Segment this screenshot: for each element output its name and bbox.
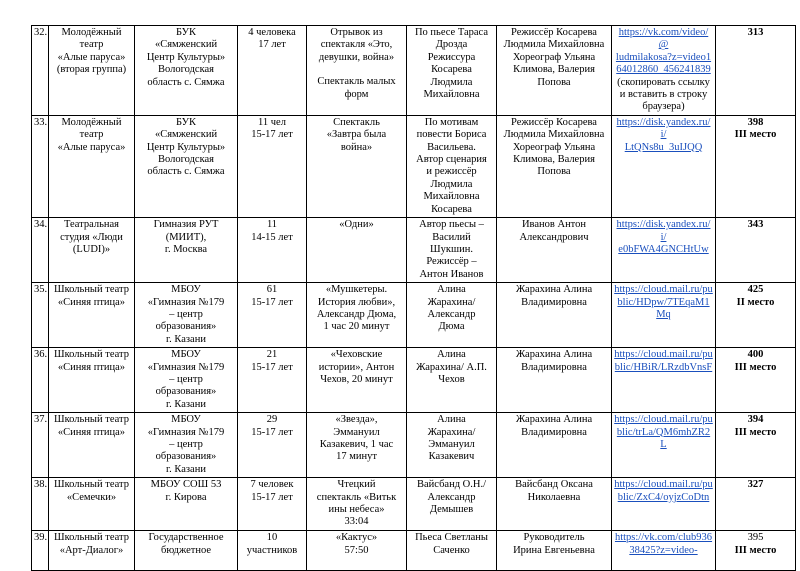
text-line: ludmilakosa?z=video1 bbox=[615, 51, 712, 63]
text-line: БУК bbox=[175, 116, 197, 128]
results-table bbox=[31, 25, 796, 571]
text-line: «Алые паруса» bbox=[57, 51, 126, 63]
text-line: Михайловна bbox=[423, 191, 480, 203]
video-link[interactable] bbox=[614, 414, 713, 451]
place-label: III место bbox=[734, 361, 777, 373]
place-label: III место bbox=[734, 544, 777, 556]
text-line: Антон Иванов bbox=[419, 268, 484, 280]
video-link[interactable] bbox=[614, 284, 713, 321]
organization bbox=[135, 531, 238, 571]
text-line: «Чеховские bbox=[330, 349, 383, 361]
row-number: 33. bbox=[32, 115, 49, 217]
video-link-cell bbox=[612, 115, 716, 217]
text-line: форм bbox=[344, 88, 369, 100]
text-line: 15-17 лет bbox=[251, 491, 293, 503]
text-line: LtQNs8u_3uIJQQ bbox=[624, 141, 703, 153]
text-line: Школьный театр bbox=[54, 284, 129, 296]
text-line: Саченко bbox=[433, 544, 470, 556]
text-line: (вторая группа) bbox=[56, 64, 127, 76]
text-line: Жарахина/ bbox=[427, 426, 476, 438]
author bbox=[407, 115, 497, 217]
text-line: бюджетное bbox=[160, 544, 212, 556]
text-line: Владимировна bbox=[521, 296, 587, 308]
text-line: Школьный театр bbox=[54, 532, 129, 544]
text-line: 33:04 bbox=[344, 516, 369, 528]
text-line: Государственное bbox=[148, 532, 224, 544]
text-line: «Мушкетеры. bbox=[325, 284, 388, 296]
row-number: 35. bbox=[32, 283, 49, 348]
director bbox=[497, 348, 612, 413]
text-line: девушки, война» bbox=[318, 51, 395, 63]
text-line: Климова, Валерия bbox=[513, 64, 595, 76]
participants-age bbox=[238, 115, 307, 217]
text-line: образования» bbox=[155, 451, 217, 463]
score-value: 327 bbox=[747, 479, 764, 491]
table-row bbox=[32, 348, 796, 413]
table-row bbox=[32, 478, 796, 531]
score-cell bbox=[716, 348, 796, 413]
text-line: Михайловна bbox=[423, 89, 480, 101]
text-line: Гимназия РУТ bbox=[153, 219, 219, 231]
text-line: МБОУ СОШ 53 bbox=[150, 479, 222, 491]
text-line: Спектакль bbox=[333, 116, 380, 128]
text-line: Чтецкий bbox=[337, 479, 376, 491]
score-cell bbox=[716, 478, 796, 531]
text-line: «Синяя птица» bbox=[57, 296, 126, 308]
director bbox=[497, 478, 612, 531]
video-link[interactable] bbox=[614, 27, 713, 77]
video-link-cell bbox=[612, 413, 716, 478]
text-line: Казакевич, 1 час bbox=[319, 439, 394, 450]
text-line: Режиссёр Косарева bbox=[511, 27, 597, 38]
text-line: Автор сценария bbox=[416, 154, 487, 166]
text-line: МБОУ bbox=[171, 414, 201, 426]
text-line: Пьеса Светланы bbox=[415, 532, 488, 544]
text-line: Вологодская bbox=[157, 64, 215, 76]
text-line: https://disk.yandex.ru/i/ bbox=[616, 219, 711, 243]
text-line: https://disk.yandex.ru/i/ bbox=[616, 116, 711, 141]
text-line: Хореограф Ульяна bbox=[512, 51, 596, 63]
text-line: «Алые паруса» bbox=[57, 141, 126, 153]
text-line: Шукшин. bbox=[430, 243, 473, 255]
text-line: https://cloud.mail.ru/pu bbox=[614, 479, 713, 491]
text-line: Эммануил bbox=[428, 439, 475, 450]
text-line: образования» bbox=[155, 321, 217, 333]
performance bbox=[307, 348, 407, 413]
score-value: 398 bbox=[747, 116, 764, 128]
organization bbox=[135, 478, 238, 531]
video-link-cell bbox=[612, 283, 716, 348]
score-value: 313 bbox=[747, 27, 764, 38]
text-line: Спектакль малых bbox=[317, 76, 396, 88]
score-value: 425 bbox=[747, 284, 764, 296]
director bbox=[497, 218, 612, 283]
row-number: 38. bbox=[32, 478, 49, 531]
text-line: Попова bbox=[537, 166, 571, 178]
author bbox=[407, 283, 497, 348]
text-line: 15-17 лет bbox=[251, 426, 293, 438]
text-line: Иванов Антон bbox=[521, 219, 587, 231]
text-line: Хореограф Ульяна bbox=[512, 141, 596, 153]
text-line: Чехов, 20 минут bbox=[320, 373, 393, 385]
text-line: война» bbox=[340, 141, 373, 153]
participants-age bbox=[238, 26, 307, 116]
text-line: «Синяя птица» bbox=[57, 361, 126, 373]
text-line: https://cloud.mail.ru/pu bbox=[614, 349, 713, 361]
text-line: Жарахина Алина bbox=[515, 349, 593, 361]
text-line: 11 bbox=[266, 219, 278, 231]
organization bbox=[135, 218, 238, 283]
text-line: Людмила bbox=[430, 76, 473, 88]
video-link[interactable] bbox=[614, 219, 713, 256]
text-line: Дюма bbox=[438, 321, 465, 333]
table-row bbox=[32, 115, 796, 217]
theatre-name bbox=[49, 115, 135, 217]
text-line: Вайсбанд Оксана bbox=[515, 479, 593, 491]
text-line: blic/HBiR/LRzdbVnsF bbox=[614, 361, 713, 373]
text-line: браузера) bbox=[642, 101, 685, 113]
text-line: Александрович bbox=[519, 231, 589, 243]
text-line: Косарева bbox=[431, 64, 472, 76]
video-link-cell bbox=[612, 218, 716, 283]
row-number: 32. bbox=[32, 26, 49, 116]
text-line: Казакевич bbox=[428, 451, 475, 463]
text-line: МБОУ bbox=[171, 349, 201, 361]
text-line: Людмила Михайловна bbox=[503, 39, 605, 51]
text-line: Алина bbox=[437, 284, 466, 296]
text-line: Школьный театр bbox=[54, 349, 129, 361]
performance bbox=[307, 531, 407, 571]
text-line: 7 человек bbox=[250, 479, 294, 491]
text-line: Молодёжный bbox=[61, 27, 122, 38]
score-value: 343 bbox=[747, 219, 764, 231]
text-line: «Семечки» bbox=[66, 491, 117, 503]
table-row bbox=[32, 26, 796, 116]
text-line: Молодёжный bbox=[61, 116, 122, 128]
video-link[interactable] bbox=[614, 349, 713, 374]
director bbox=[497, 283, 612, 348]
text-line: Климова, Валерия bbox=[513, 154, 595, 166]
text-line: «Завтра была bbox=[326, 129, 387, 141]
text-line: спектакль «Витьк bbox=[316, 491, 397, 503]
theatre-name bbox=[49, 478, 135, 531]
text-line: Режиссура bbox=[427, 51, 476, 63]
text-line: «Гимназия №179 bbox=[147, 426, 225, 438]
text-line: – центр bbox=[169, 308, 203, 320]
text-line: 17 минут bbox=[336, 451, 377, 463]
text-line: Александр Дюма, bbox=[316, 308, 397, 320]
theatre-name bbox=[49, 218, 135, 283]
text-line: и режиссёр bbox=[426, 166, 477, 178]
row-number: 37. bbox=[32, 413, 49, 478]
row-number: 39. bbox=[32, 531, 49, 571]
video-link[interactable] bbox=[614, 479, 713, 504]
performance bbox=[307, 115, 407, 217]
text-line: Отрывок из bbox=[330, 27, 383, 38]
organization bbox=[135, 413, 238, 478]
director bbox=[497, 531, 612, 571]
text-line: Центр Культуры» bbox=[146, 51, 226, 63]
text-line: Владимировна bbox=[521, 361, 587, 373]
text-line: https://vk.com/club936 bbox=[614, 532, 713, 544]
video-link-cell bbox=[612, 531, 716, 571]
theatre-name bbox=[49, 531, 135, 571]
organization bbox=[135, 348, 238, 413]
director bbox=[497, 115, 612, 217]
video-link[interactable] bbox=[614, 117, 713, 154]
place-label: II место bbox=[736, 296, 775, 308]
text-line: студия «Люди bbox=[60, 231, 123, 243]
performance bbox=[307, 283, 407, 348]
text-line: Попова bbox=[537, 76, 571, 88]
text-line: 57:50 bbox=[344, 544, 369, 556]
text-line: 15-17 лет bbox=[251, 361, 293, 373]
table-body bbox=[32, 26, 796, 571]
row-number: 34. bbox=[32, 218, 49, 283]
text-line: 11 чел bbox=[258, 116, 286, 128]
text-line: (скопировать ссылку bbox=[617, 76, 710, 88]
director bbox=[497, 413, 612, 478]
text-line: – центр bbox=[169, 373, 203, 385]
score-value: 395 bbox=[747, 532, 764, 544]
video-link-cell bbox=[612, 26, 716, 116]
text-line: участников bbox=[246, 544, 298, 556]
place-label: III место bbox=[734, 129, 777, 141]
place-label: III место bbox=[734, 426, 777, 438]
table-row bbox=[32, 283, 796, 348]
text-line: МБОУ bbox=[171, 284, 201, 296]
text-line: Людмила bbox=[430, 178, 473, 190]
text-line: г. Казани bbox=[166, 463, 206, 475]
text-line: 38425?z=video- bbox=[629, 544, 698, 556]
text-line: «Одни» bbox=[339, 219, 374, 231]
text-line: «Арт-Диалог» bbox=[59, 544, 124, 556]
text-line: Театральная bbox=[63, 219, 120, 231]
text-line: Косарева bbox=[431, 203, 472, 215]
performance bbox=[307, 478, 407, 531]
text-line: спектакля «Это, bbox=[320, 39, 393, 51]
text-line: Ирина Евгеньевна bbox=[513, 544, 595, 556]
text-line: Режиссёр – bbox=[426, 256, 477, 268]
theatre-name bbox=[49, 283, 135, 348]
text-line: Николаевна bbox=[527, 491, 581, 503]
link-note bbox=[614, 77, 713, 114]
text-line: Автор пьесы – bbox=[419, 219, 484, 231]
text-line: ины небеса» bbox=[328, 504, 385, 516]
text-line: Александр bbox=[427, 308, 476, 320]
text-line: e0bFWA4GNCHtUw bbox=[618, 243, 709, 255]
text-line: 15-17 лет bbox=[251, 129, 293, 141]
text-line: г. Кирова bbox=[165, 491, 207, 503]
text-line: Васильева. bbox=[427, 141, 476, 153]
participants-age bbox=[238, 531, 307, 571]
table-row bbox=[32, 218, 796, 283]
text-line: Вологодская bbox=[157, 154, 215, 166]
text-line: Людмила Михайловна bbox=[503, 129, 605, 141]
text-line: область с. Сямжа bbox=[147, 76, 225, 88]
text-line: Вайсбанд О.Н./ bbox=[417, 479, 486, 491]
text-line: blic/ZxC4/oyjzCoDtn bbox=[617, 491, 710, 503]
text-line: https://cloud.mail.ru/pu bbox=[614, 284, 713, 296]
text-line: г. Казани bbox=[166, 398, 206, 410]
text-line: 14-15 лет bbox=[251, 231, 293, 243]
table-row bbox=[32, 531, 796, 571]
text-line: «Гимназия №179 bbox=[147, 296, 225, 308]
participants-age bbox=[238, 283, 307, 348]
text-line: театр bbox=[79, 39, 104, 51]
organization bbox=[135, 283, 238, 348]
text-line: Жарахина Алина bbox=[515, 414, 593, 426]
text-line: Эммануил bbox=[333, 426, 380, 438]
author bbox=[407, 348, 497, 413]
text-line: «Синяя птица» bbox=[57, 426, 126, 438]
performance bbox=[307, 218, 407, 283]
text-line: Жарахина Алина bbox=[515, 284, 593, 296]
text-line: театр bbox=[79, 129, 104, 141]
text-line: «Звезда», bbox=[335, 414, 378, 426]
video-link-cell bbox=[612, 348, 716, 413]
text-line: blic/HDpw/7TEqaM1 bbox=[617, 296, 710, 308]
text-line: «Гимназия №179 bbox=[147, 361, 225, 373]
text-line: «Сямженский bbox=[154, 39, 218, 51]
text-line: По пьесе Тараса bbox=[414, 27, 489, 38]
text-line: Mq bbox=[656, 308, 671, 320]
text-line: Руководитель bbox=[523, 532, 585, 544]
text-line: Школьный театр bbox=[54, 414, 129, 426]
organization bbox=[135, 26, 238, 116]
text-line: Центр Культуры» bbox=[146, 141, 226, 153]
text-line: Александр bbox=[427, 491, 476, 503]
text-line: БУК bbox=[175, 27, 197, 38]
score-cell bbox=[716, 531, 796, 571]
text-line: https://cloud.mail.ru/pu bbox=[614, 414, 713, 426]
text-line: (МИИТ), bbox=[165, 231, 207, 243]
text-line: истории», Антон bbox=[318, 361, 395, 373]
author bbox=[407, 478, 497, 531]
author bbox=[407, 531, 497, 571]
text-line: повести Бориса bbox=[416, 129, 487, 141]
score-cell bbox=[716, 413, 796, 478]
director bbox=[497, 26, 612, 116]
text-line: 64012860_456241839 bbox=[616, 64, 711, 76]
score-value: 400 bbox=[747, 349, 764, 361]
performance bbox=[307, 26, 407, 116]
text-line: 15-17 лет bbox=[251, 296, 293, 308]
theatre-name bbox=[49, 26, 135, 116]
text-line: Владимировна bbox=[521, 426, 587, 438]
text-line: 10 bbox=[266, 532, 278, 544]
text-line: 1 час 20 минут bbox=[323, 321, 390, 333]
text-line: 29 bbox=[266, 414, 278, 426]
participants-age bbox=[238, 218, 307, 283]
text-line: 61 bbox=[266, 284, 278, 296]
text-line: 17 лет bbox=[258, 39, 286, 51]
score-cell bbox=[716, 283, 796, 348]
text-line: Жарахина/ А.П. bbox=[416, 361, 487, 373]
text-line: История любви», bbox=[317, 296, 396, 308]
text-line: г. Казани bbox=[166, 333, 206, 345]
author bbox=[407, 413, 497, 478]
text-line: и вставить в строку bbox=[619, 89, 708, 101]
video-link-cell bbox=[612, 478, 716, 531]
author bbox=[407, 218, 497, 283]
participants-age bbox=[238, 413, 307, 478]
participants-age bbox=[238, 348, 307, 413]
text-line: «Кактус» bbox=[335, 532, 378, 544]
text-line: образования» bbox=[155, 386, 217, 398]
video-link[interactable] bbox=[614, 532, 713, 557]
text-line: Школьный театр bbox=[54, 479, 129, 491]
table-row bbox=[32, 413, 796, 478]
organization bbox=[135, 115, 238, 217]
text-line: https://vk.com/video/@ bbox=[618, 27, 709, 51]
text-line: – центр bbox=[169, 439, 203, 450]
text-line: Алина bbox=[437, 349, 466, 361]
participants-age bbox=[238, 478, 307, 531]
text-line: По мотивам bbox=[424, 116, 479, 128]
theatre-name bbox=[49, 413, 135, 478]
text-line: 21 bbox=[266, 349, 278, 361]
text-line: Дрозда bbox=[435, 39, 468, 51]
author bbox=[407, 26, 497, 116]
text-line: 4 человека bbox=[248, 27, 296, 38]
text-line: Режиссёр Косарева bbox=[511, 116, 597, 128]
text-line: Чехов bbox=[438, 373, 465, 385]
text-line bbox=[309, 64, 404, 76]
theatre-name bbox=[49, 348, 135, 413]
text-line: г. Москва bbox=[164, 243, 208, 255]
text-line: Жарахина/ bbox=[427, 296, 476, 308]
score-cell bbox=[716, 218, 796, 283]
performance bbox=[307, 413, 407, 478]
text-line: область с. Сямжа bbox=[147, 166, 225, 178]
text-line: (LUDI)» bbox=[72, 243, 111, 255]
score-cell bbox=[716, 26, 796, 116]
row-number: 36. bbox=[32, 348, 49, 413]
score-value: 394 bbox=[747, 414, 764, 426]
text-line: Демышев bbox=[429, 504, 474, 516]
score-cell bbox=[716, 115, 796, 217]
text-line: «Сямженский bbox=[154, 129, 218, 141]
text-line: blic/trLa/QM6mhZR2L bbox=[616, 426, 711, 450]
text-line: Василий bbox=[432, 231, 471, 243]
text-line: Алина bbox=[437, 414, 466, 426]
